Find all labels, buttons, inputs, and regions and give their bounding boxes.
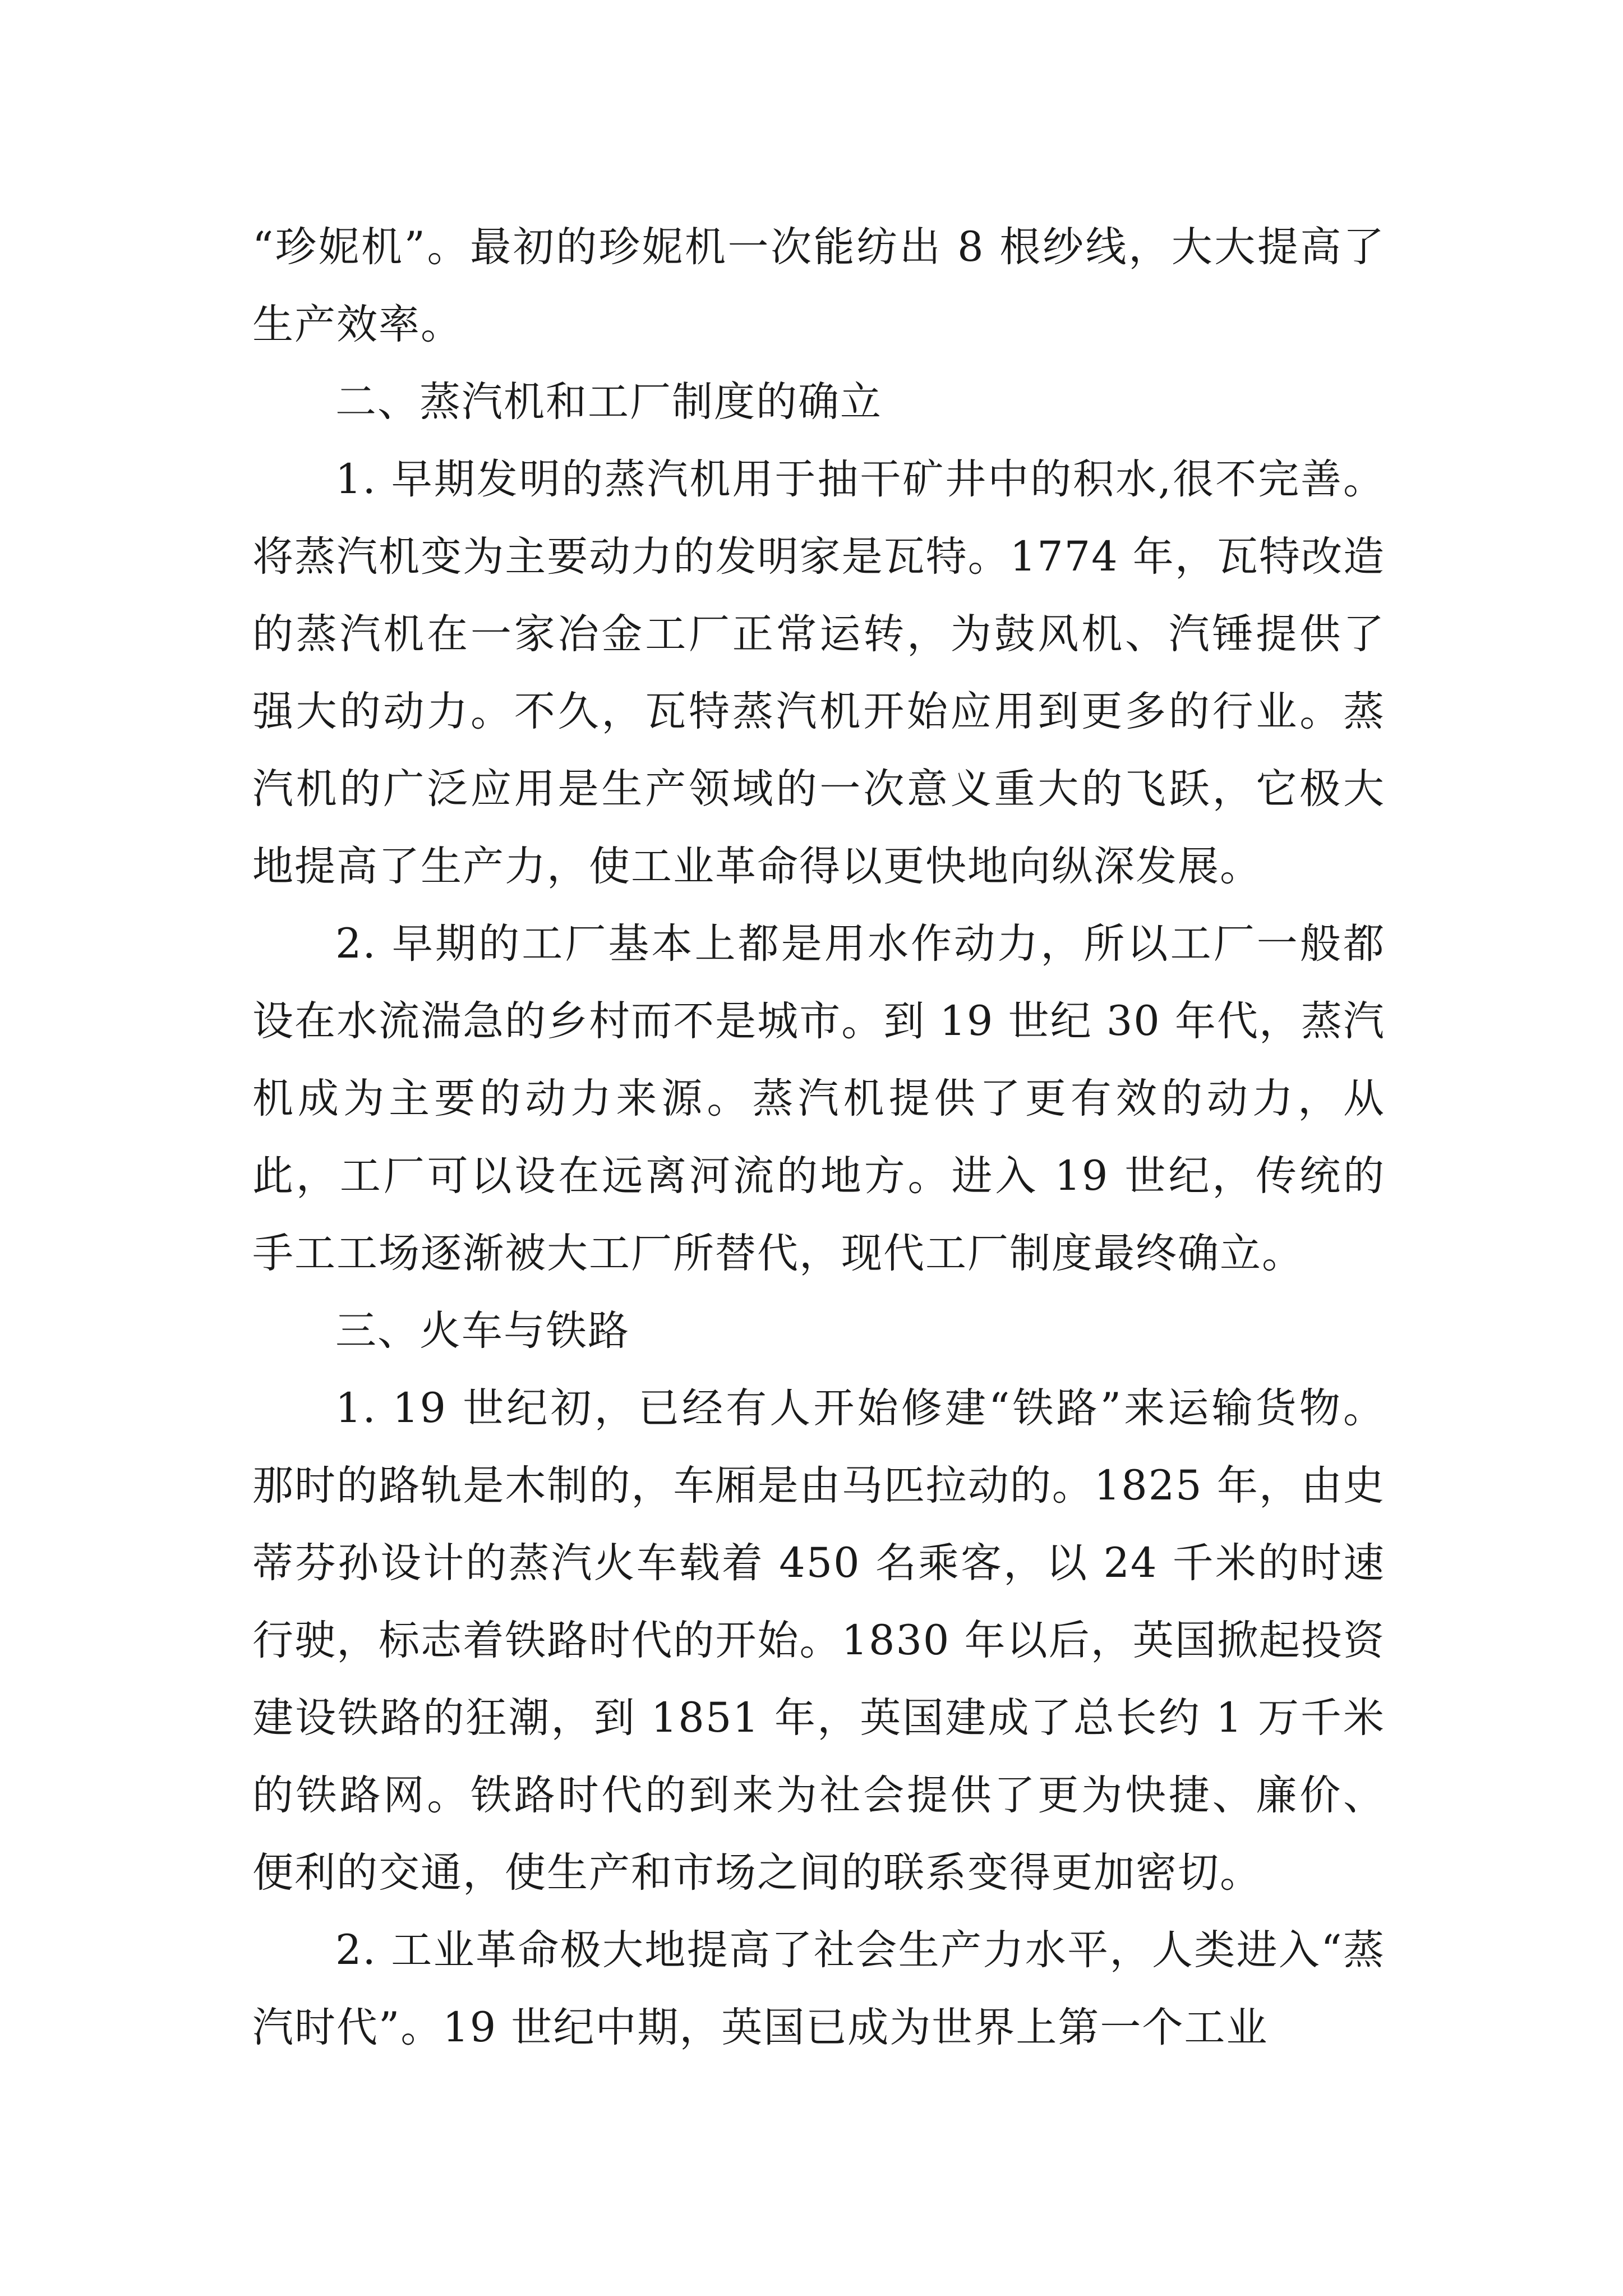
paragraph-steam-engine-watt: 1. 早期发明的蒸汽机用于抽干矿井中的积水,很不完善。将蒸汽机变为主要动力的发明家是瓦特。1774 年，瓦特改造的蒸汽机在一家冶金工厂正常运转，为鼓风机、汽锤提供了强大的动力。不久，瓦特蒸汽机开始应用到更多的行业。蒸汽机的广泛应用是生产领域的一次意义重大的飞跃，它极大地提高了生产力，使工业革命得以更快地向纵深发展。 — [252, 455, 1385, 890]
paragraph-factory-system: 2. 早期的工厂基本上都是用水作动力，所以工厂一般都设在水流湍急的乡村而不是城市。到 19 世纪 30 年代，蒸汽机成为主要的动力来源。蒸汽机提供了更有效的动力，从此，工厂可以设在远离河流的地方。进入 19 世纪，传统的手工工场逐渐被大工厂所替代，现代工厂制度最终确立。 — [252, 920, 1385, 1277]
document-body — [252, 209, 1385, 2067]
section-heading-steam-engine: 二、蒸汽机和工厂制度的确立 — [335, 378, 882, 426]
section-heading-railway: 三、火车与铁路 — [335, 1307, 630, 1355]
paragraph-railway-era: 1. 19 世纪初，已经有人开始修建“铁路”来运输货物。那时的路轨是木制的，车厢是由马匹拉动的。1825 年，由史蒂芬孙设计的蒸汽火车载着 450 名乘客，以 24 千米的时速行驶，标志着铁路时代的开始。1830 年以后，英国掀起投资建设铁路的狂潮，到 1851 年，英国建成了总长约 1 万千米的铁路网。铁路时代的到来为社会提供了更为快捷、廉价、便利的交通，使生产和市场之间的联系变得更加密切。 — [252, 1384, 1385, 1897]
paragraph-steam-age: 2. 工业革命极大地提高了社会生产力水平，人类进入“蒸汽时代”。19 世纪中期，英国已成为世界上第一个工业 — [252, 1926, 1385, 2051]
paragraph-continuation: “珍妮机”。最初的珍妮机一次能纺出 8 根纱线，大大提高了生产效率。 — [252, 223, 1385, 348]
